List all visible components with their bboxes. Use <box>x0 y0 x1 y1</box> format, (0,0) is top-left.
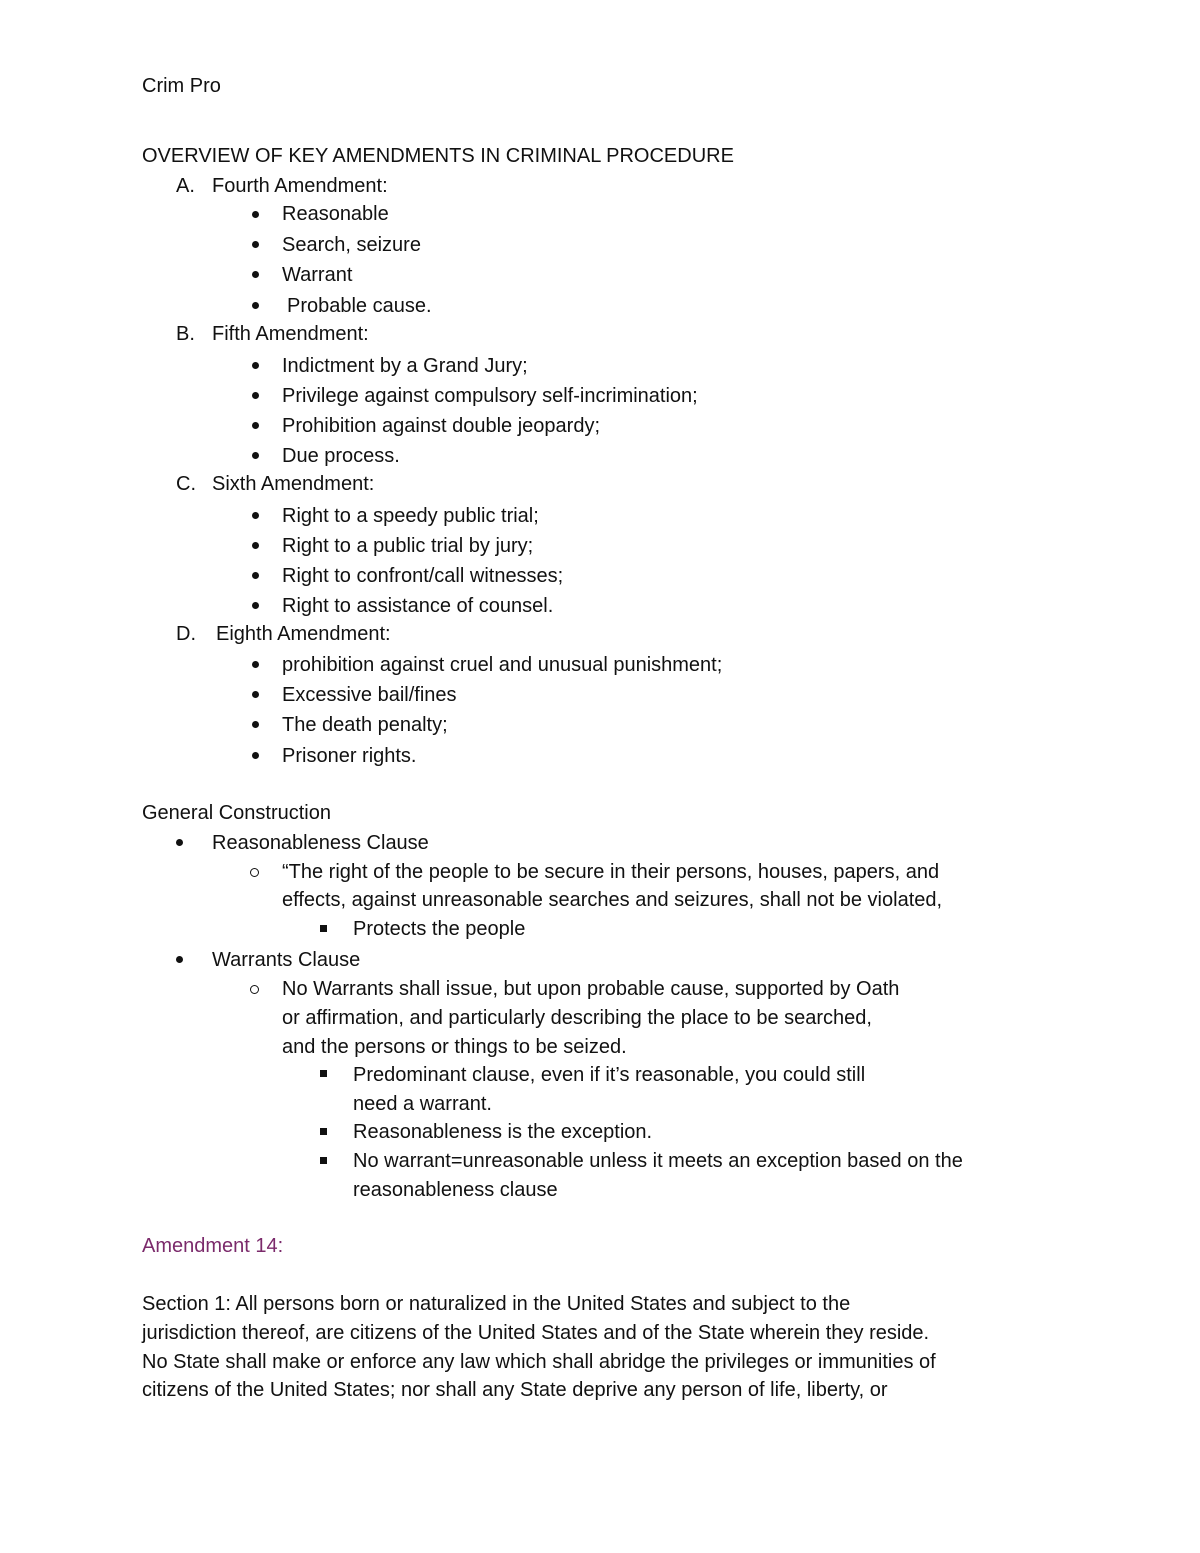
bullet-dot-icon <box>252 752 259 759</box>
bullet-dot-icon <box>252 392 259 399</box>
warrants-text-line: and the persons or things to be seized. <box>282 1036 627 1058</box>
reasonableness-sub-item: Protects the people <box>353 918 526 940</box>
warrants-text-line: No Warrants shall issue, but upon probable cause, supported by Oath <box>282 978 900 1000</box>
bullet-square-icon <box>320 1070 327 1077</box>
bullet-dot-icon <box>252 691 259 698</box>
section-label-c: C. <box>176 473 196 495</box>
bullet-dot-icon <box>252 302 259 309</box>
warrants-sub-item: need a warrant. <box>353 1093 492 1115</box>
warrants-text-line: or affirmation, and particularly describing the place to be searched, <box>282 1007 872 1029</box>
section-title-eighth: Eighth Amendment: <box>216 623 391 645</box>
overview-heading: OVERVIEW OF KEY AMENDMENTS IN CRIMINAL PROCEDURE <box>142 145 734 167</box>
list-item: Indictment by a Grand Jury; <box>282 355 528 377</box>
bullet-dot-icon <box>252 362 259 369</box>
section-title-fourth: Fourth Amendment: <box>212 175 388 197</box>
list-item: Excessive bail/fines <box>282 684 457 706</box>
list-item: Warrant <box>282 264 353 286</box>
section-title-fifth: Fifth Amendment: <box>212 323 369 345</box>
bullet-dot-icon <box>252 211 259 218</box>
bullet-dot-icon <box>252 422 259 429</box>
list-item: prohibition against cruel and unusual punishment; <box>282 654 723 676</box>
bullet-dot-icon <box>252 602 259 609</box>
bullet-circle-icon <box>250 868 259 877</box>
bullet-dot-icon <box>176 839 183 846</box>
bullet-dot-icon <box>252 721 259 728</box>
list-item: Prohibition against double jeopardy; <box>282 415 600 437</box>
list-item: Due process. <box>282 445 400 467</box>
list-item: Right to a public trial by jury; <box>282 535 534 557</box>
bullet-square-icon <box>320 1128 327 1135</box>
warrants-sub-item: reasonableness clause <box>353 1179 558 1201</box>
warrants-sub-item: Predominant clause, even if it’s reasonable, you could still <box>353 1064 866 1086</box>
list-item: Right to assistance of counsel. <box>282 595 554 617</box>
list-item: Privilege against compulsory self-incrimination; <box>282 385 698 407</box>
list-item: Reasonable <box>282 203 389 225</box>
bullet-dot-icon <box>252 661 259 668</box>
reasonableness-quote-line: effects, against unreasonable searches and seizures, shall not be violated, <box>282 889 943 911</box>
section-label-d: D. <box>176 623 196 645</box>
general-heading: General Construction <box>142 802 331 824</box>
warrants-sub-item: Reasonableness is the exception. <box>353 1121 653 1143</box>
bullet-dot-icon <box>252 542 259 549</box>
amendment-14-text-line: jurisdiction thereof, are citizens of the United States and of the State wherein they reside. <box>142 1322 930 1344</box>
bullet-circle-icon <box>250 985 259 994</box>
list-item: Right to a speedy public trial; <box>282 505 539 527</box>
section-label-a: A. <box>176 175 195 197</box>
list-item: The death penalty; <box>282 714 448 736</box>
reasonableness-quote-line: “The right of the people to be secure in their persons, houses, papers, and <box>282 861 940 883</box>
bullet-square-icon <box>320 925 327 932</box>
bullet-dot-icon <box>252 512 259 519</box>
bullet-dot-icon <box>252 452 259 459</box>
list-item: Probable cause. <box>287 295 432 317</box>
bullet-dot-icon <box>252 271 259 278</box>
reasonableness-clause-title: Reasonableness Clause <box>212 832 429 854</box>
bullet-dot-icon <box>176 956 183 963</box>
amendment-14-text-line: No State shall make or enforce any law which shall abridge the privileges or immunities of <box>142 1351 936 1373</box>
document-title: Crim Pro <box>142 75 221 97</box>
list-item: Right to confront/call witnesses; <box>282 565 564 587</box>
amendment-14-text-line: Section 1: All persons born or naturalized in the United States and subject to the <box>142 1293 851 1315</box>
section-label-b: B. <box>176 323 195 345</box>
amendment-14-text-line: citizens of the United States; nor shall any State deprive any person of life, liberty, or <box>142 1379 888 1401</box>
amendment-14-heading: Amendment 14: <box>142 1235 284 1257</box>
bullet-dot-icon <box>252 241 259 248</box>
section-title-sixth: Sixth Amendment: <box>212 473 375 495</box>
warrants-sub-item: No warrant=unreasonable unless it meets an exception based on the <box>353 1150 963 1172</box>
bullet-square-icon <box>320 1157 327 1164</box>
bullet-dot-icon <box>252 572 259 579</box>
list-item: Prisoner rights. <box>282 745 417 767</box>
list-item: Search, seizure <box>282 234 421 256</box>
warrants-clause-title: Warrants Clause <box>212 949 361 971</box>
